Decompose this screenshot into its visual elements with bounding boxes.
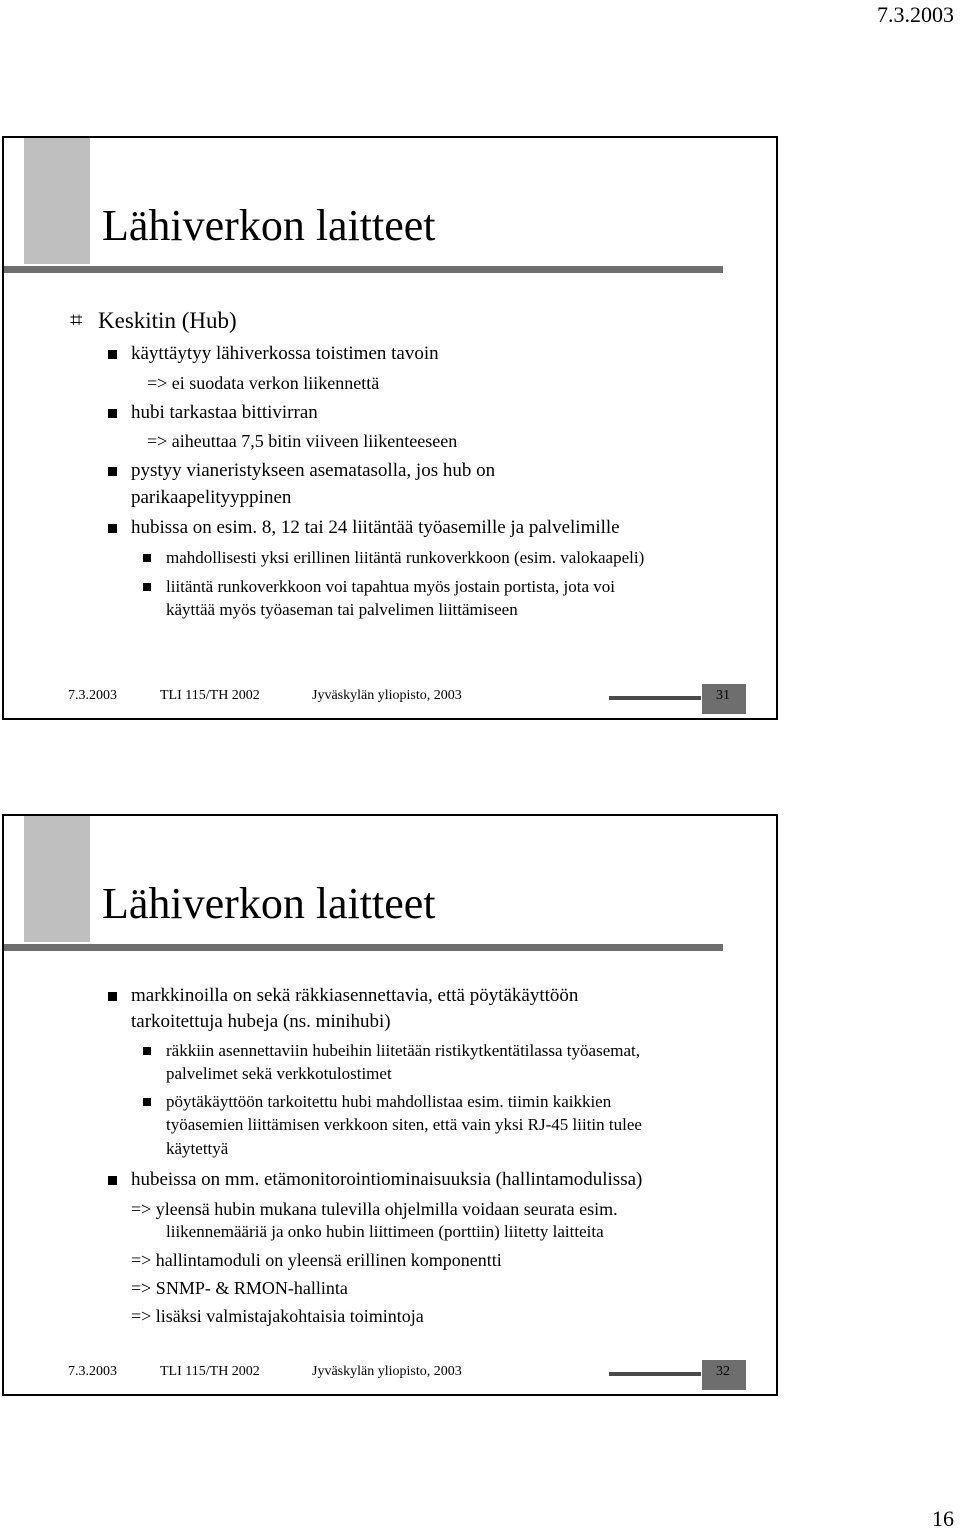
page-date: 7.3.2003 [877, 2, 954, 27]
slide-footer [4, 1354, 776, 1394]
hash-bullet-icon: ⌗ [70, 308, 83, 333]
bullet-text: hubeissa on mm. etämonitorointiominaisuuksia (hallintamodulissa) [131, 1169, 643, 1190]
slide-31 [2, 136, 778, 720]
square-bullet-icon [108, 467, 117, 476]
bullet-continuation: => SNMP- & RMON-hallinta [131, 1278, 348, 1298]
square-bullet-icon [143, 1098, 151, 1106]
sub-bullet-text: pöytäkäyttöön tarkoitettu hubi mahdollistaa esim. tiimin kaikkien [166, 1092, 612, 1111]
footer-organization: Jyväskylän yliopisto, 2003 [312, 688, 462, 703]
title-rule [4, 944, 723, 951]
sub-bullet-text-wrap: käytettyä [166, 1139, 229, 1158]
footer-date: 7.3.2003 [68, 688, 117, 703]
footer-organization: Jyväskylän yliopisto, 2003 [312, 1364, 462, 1379]
square-bullet-icon [108, 992, 117, 1001]
slide-number: 31 [716, 688, 730, 703]
title-accent-block [24, 138, 90, 264]
bullet-text: hubissa on esim. 8, 12 tai 24 liitäntää työasemille ja palvelimille [131, 517, 620, 538]
square-bullet-icon [143, 554, 151, 562]
sub-bullet-text-wrap: työasemien liittämisen verkkoon siten, että vain yksi RJ-45 liitin tulee [166, 1115, 642, 1134]
sub-bullet-text: räkkiin asennettaviin hubeihin liitetään ristikytkentätilassa työasemat, [166, 1041, 640, 1060]
square-bullet-icon [108, 1176, 117, 1185]
title-accent-block [24, 816, 90, 942]
bullet-heading: Keskitin (Hub) [98, 308, 237, 333]
square-bullet-icon [108, 350, 117, 359]
bullet-text: hubi tarkastaa bittivirran [131, 402, 318, 423]
slide-title: Lähiverkon laitteet [102, 879, 436, 928]
footer-date: 7.3.2003 [68, 1364, 117, 1379]
bullet-continuation: => hallintamoduli on yleensä erillinen komponentti [131, 1250, 502, 1270]
sub-bullet-text-wrap: palvelimet sekä verkkotulostimet [166, 1064, 392, 1083]
square-bullet-icon [108, 409, 117, 418]
page-number: 16 [932, 1506, 954, 1531]
sub-bullet-text: liitäntä runkoverkkoon voi tapahtua myös jostain portista, jota voi [166, 577, 616, 596]
bullet-continuation: => ei suodata verkon liikennettä [147, 373, 380, 393]
bullet-continuation: => yleensä hubin mukana tulevilla ohjelmilla voidaan seurata esim. [131, 1199, 618, 1219]
bullet-text-wrap: tarkoitettuja hubeja (ns. minihubi) [131, 1011, 391, 1032]
square-bullet-icon [143, 583, 151, 591]
footer-course: TLI 115/TH 2002 [160, 688, 260, 703]
slide-title: Lähiverkon laitteet [102, 201, 436, 250]
footer-bar [609, 696, 701, 700]
slide-number: 32 [716, 1364, 730, 1379]
slide-footer [4, 678, 776, 718]
title-rule [4, 266, 723, 273]
bullet-text-wrap: parikaapelityyppinen [131, 487, 292, 508]
bullet-continuation-wrap: liikennemääriä ja onko hubin liittimeen (porttiin) liitetty laitteita [166, 1222, 604, 1241]
sub-bullet-text: mahdollisesti yksi erillinen liitäntä runkoverkkoon (esim. valokaapeli) [166, 548, 645, 567]
bullet-text: käyttäytyy lähiverkossa toistimen tavoin [131, 343, 439, 364]
square-bullet-icon [108, 524, 117, 533]
bullet-text: pystyy vianeristykseen asematasolla, jos hub on [131, 460, 496, 481]
bullet-continuation: => lisäksi valmistajakohtaisia toimintoja [131, 1306, 424, 1326]
sub-bullet-text-wrap: käyttää myös työaseman tai palvelimen liittämiseen [166, 600, 518, 619]
slide-32 [2, 814, 778, 1396]
footer-course: TLI 115/TH 2002 [160, 1364, 260, 1379]
footer-bar [609, 1372, 701, 1376]
bullet-continuation: => aiheuttaa 7,5 bitin viiveen liikenteeseen [147, 431, 458, 451]
bullet-text: markkinoilla on sekä räkkiasennettavia, että pöytäkäyttöön [131, 985, 579, 1006]
square-bullet-icon [143, 1047, 151, 1055]
